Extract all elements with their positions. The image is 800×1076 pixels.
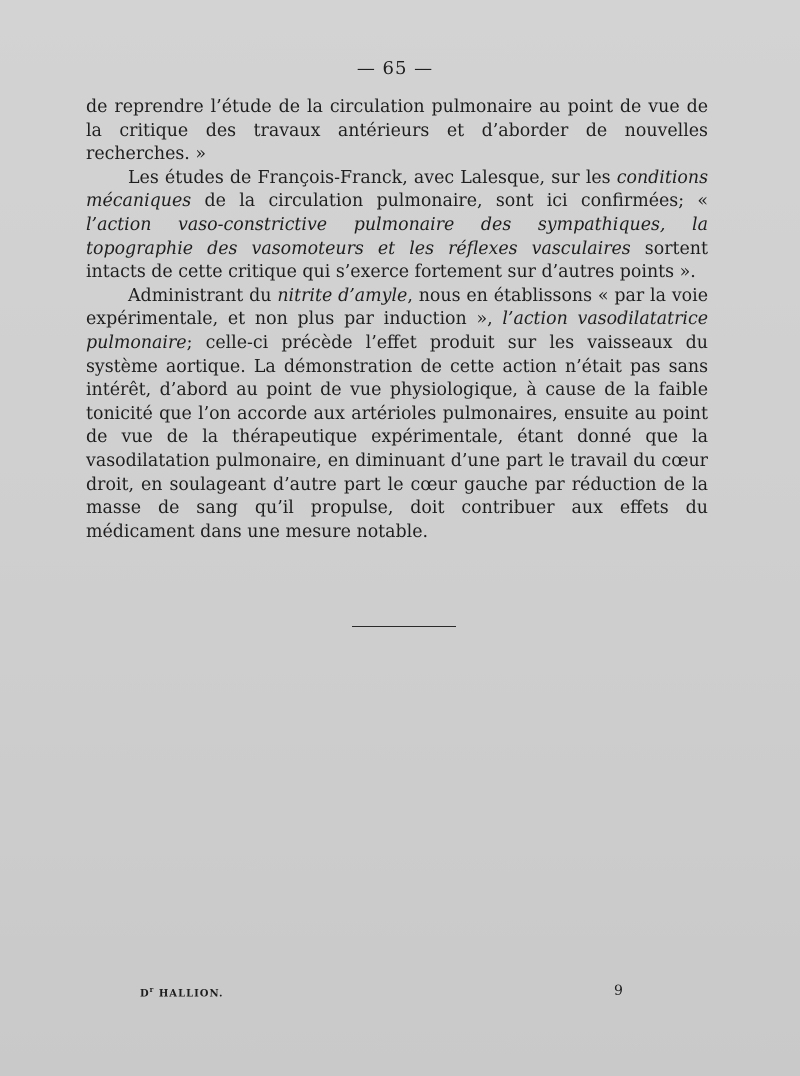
author-sup: r	[149, 985, 155, 994]
italic-text-run: l’action vasodilatatrice pulmonaire	[86, 309, 708, 353]
author-prefix: D	[140, 988, 150, 1000]
text-run: , nous en établissons « par la voie expérimentale, et non plus par induction »,	[86, 285, 708, 330]
text-run: ; celle-ci précède l’effet produit sur les vaisseaux du système aortique. La démonstration de cette action n’était pas sans intérêt, d’abord au point de vue physiologique, à cause de la faible tonicité que l’on accorde aux artérioles pulmonaires, ensuite au point de vue de la thérapeutique expérimentale, étant donné que la vasodilatation pulmonaire, en diminuant d’une part le travail du cœur droit, en soulageant d’autre part le cœur gauche par réduction de la masse de sang qu’il propulse, doit contribuer aux effets du médicament dans une mesure notable.	[86, 332, 708, 542]
text-run: de la circulation pulmonaire, sont ici confirmées; «	[191, 191, 708, 212]
author-name: HALLION.	[154, 988, 224, 1000]
paragraph-3	[86, 285, 708, 545]
italic-text-run: l’action vaso-constrictive pulmonaire des sympathiques, la topographie des vasomoteurs et les réflexes vasculaires	[86, 214, 708, 259]
page-number: — 65 —	[356, 58, 434, 79]
italic-text-run: conditions mécaniques	[86, 167, 708, 212]
paragraph-2	[86, 167, 708, 285]
text-run: de reprendre l’étude de la circulation pulmonaire au point de vue de la critique des travaux antérieurs et d’aborder de nouvelles recherches. »	[86, 97, 708, 165]
body-text	[86, 96, 708, 544]
text-run: Administrant du	[128, 285, 278, 306]
paragraph-1	[86, 96, 708, 167]
text-run: sortent intacts de cette critique qui s’exerce fortement sur d’autres points ».	[86, 238, 708, 283]
footer-author	[140, 985, 224, 999]
signature-mark: 9	[614, 983, 623, 999]
section-divider	[352, 626, 456, 627]
italic-text-run: nitrite d’amyle	[277, 285, 408, 306]
text-run: Les études de François-Franck, avec Lalesque, sur les	[128, 167, 617, 188]
